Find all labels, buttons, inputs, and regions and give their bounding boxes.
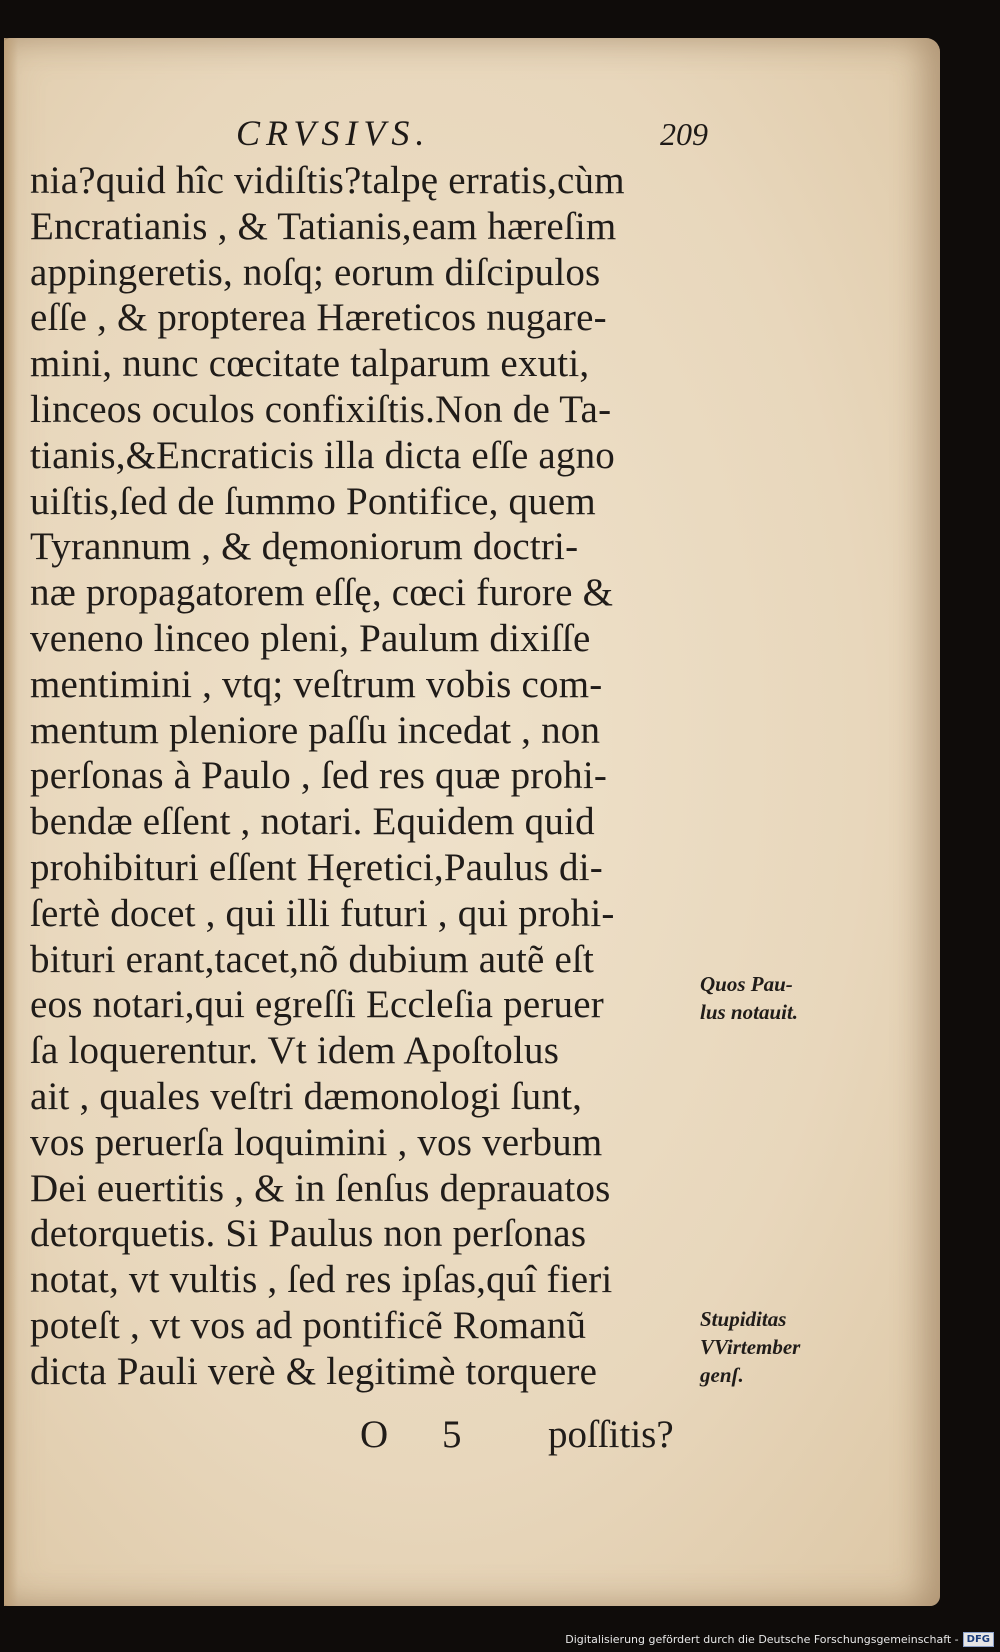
marginal-note: [700, 970, 850, 1026]
text-line: poteſt , vt vos ad pontificẽ Romanũ: [30, 1303, 587, 1347]
text-line: eſſe , & propterea Hæreticos nugare-: [30, 296, 607, 340]
footer-credit: Digitalisierung gefördert durch die Deutsche Forschungsgemeinschaft -: [565, 1632, 959, 1646]
digitization-footer: [565, 1630, 994, 1648]
text-line: nia?quid hîc vidiſtis?talpę erratis,cùm: [30, 159, 625, 202]
marginal-note-line: Quos Pau-: [700, 972, 793, 996]
marginal-note-line: Stupiditas: [700, 1307, 787, 1331]
body-text: [30, 158, 710, 1395]
text-line: vos peruerſa loquimini , vos verbum: [30, 1120, 603, 1164]
text-line: notat, vt vultis , ſed res ipſas,quî fieri: [30, 1258, 613, 1302]
text-line: tianis,&Encraticis illa dicta eſſe agno: [30, 433, 616, 477]
text-line: bituri erant,tacet,nõ dubium autẽ eſt: [30, 937, 595, 981]
text-line: dicta Pauli verè & legitimè torquere: [30, 1349, 598, 1393]
page-header: [0, 112, 1000, 152]
text-line: linceos oculos confixiſtis.Non de Ta-: [30, 387, 612, 431]
signature-number: 5: [442, 1413, 462, 1456]
marginal-note-line: lus notauit.: [700, 1000, 799, 1024]
page-gutter-shadow: [4, 38, 18, 1606]
catchword: poſſitis?: [548, 1413, 674, 1456]
text-line: mini, nunc cœcitate talparum exuti,: [30, 342, 590, 386]
running-head: CRVSIVS.: [236, 113, 431, 153]
marginal-note-line: VVirtember: [700, 1335, 801, 1359]
text-line: mentum pleniore paſſu incedat , non: [30, 708, 601, 752]
signature-mark: O: [360, 1413, 389, 1456]
text-line: bendæ eſſent , notari. Equidem quid: [30, 800, 595, 844]
text-line: Encratianis , & Tatianis,eam hæreſim: [30, 204, 617, 248]
text-line: Dei euertitis , & in ſenſus deprauatos: [30, 1166, 611, 1210]
text-line: uiſtis,ſed de ſummo Pontifice, quem: [30, 479, 596, 523]
text-line: ait , quales veſtri dæmonologi ſunt,: [30, 1074, 583, 1118]
marginal-note: [700, 1305, 850, 1389]
text-line: veneno linceo pleni, Paulum dixiſſe: [30, 616, 591, 660]
text-line: appingeretis, noſq; eorum diſcipulos: [30, 250, 601, 294]
text-line: næ propagatorem eſſę, cœci furore &: [30, 571, 614, 615]
catchline: [360, 1412, 720, 1458]
text-line: ſertè docet , qui illi futuri , qui prohi-: [30, 891, 615, 935]
text-line: Tyrannum , & dęmoniorum doctri-: [30, 525, 579, 569]
text-line: mentimini , vtq; veſtrum vobis com-: [30, 662, 603, 706]
text-line: perſonas à Paulo , ſed res quæ prohi-: [30, 754, 608, 798]
dfg-logo: DFG: [963, 1632, 994, 1647]
marginal-note-line: genſ.: [700, 1363, 744, 1387]
text-line: detorquetis. Si Paulus non perſonas: [30, 1212, 587, 1256]
text-line: prohibituri eſſent Hęretici,Paulus di-: [30, 845, 603, 889]
text-line: ſa loquerentur. Vt idem Apoſtolus: [30, 1029, 560, 1073]
page-number: 209: [660, 116, 708, 152]
text-line: eos notari,qui egreſſi Eccleſia peruer: [30, 983, 604, 1027]
